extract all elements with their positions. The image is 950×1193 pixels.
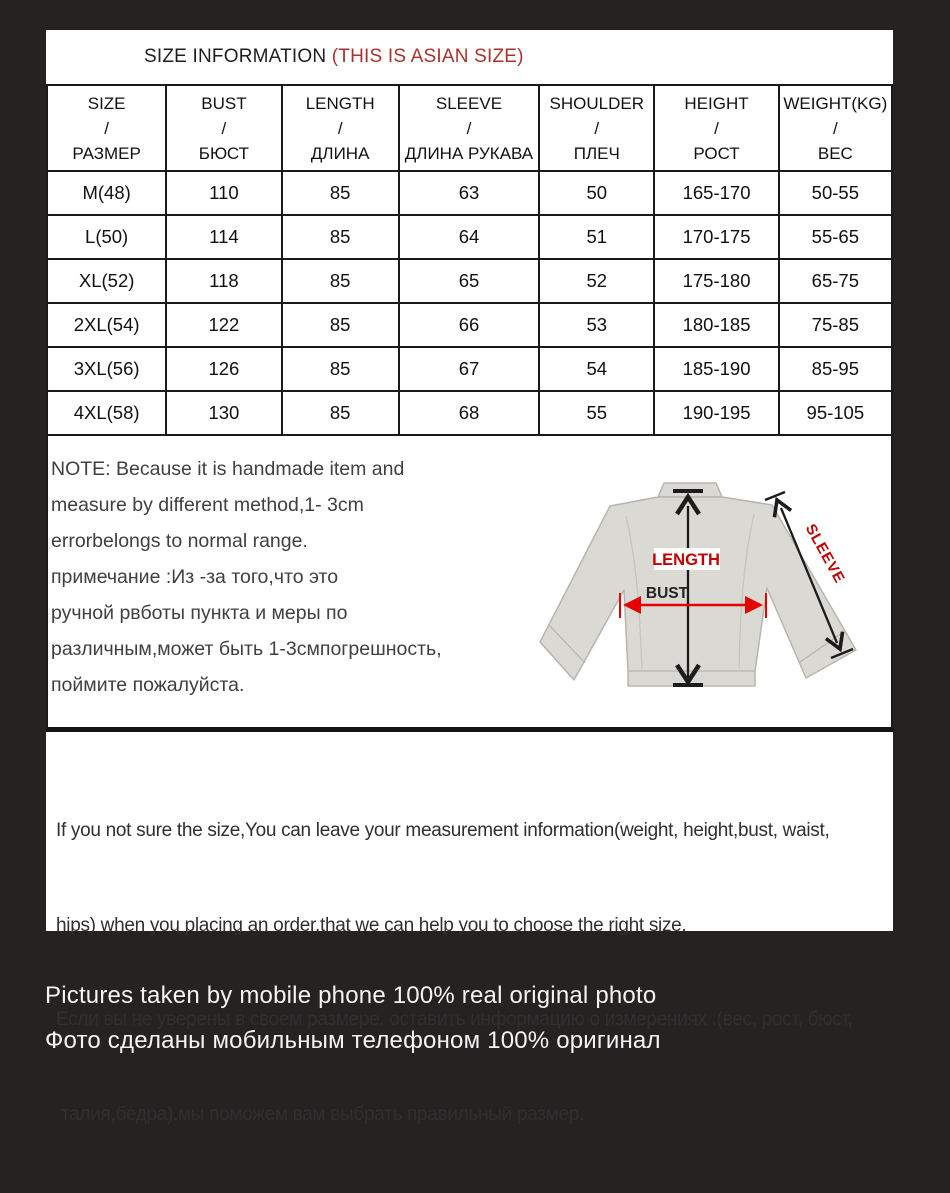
bust-cell: 126	[166, 347, 281, 391]
table-row	[47, 259, 892, 303]
sleeve-cell: 66	[399, 303, 539, 347]
sleeve-cell: 67	[399, 347, 539, 391]
note-line: ручной рвботы пункта и меры по	[51, 602, 348, 624]
weight-cell: 55-65	[779, 215, 892, 259]
table-row	[47, 391, 892, 435]
height-cell: 190-195	[654, 391, 778, 435]
footer-line-en: Pictures taken by mobile phone 100% real original photo	[45, 982, 657, 1009]
weight-cell: 95-105	[779, 391, 892, 435]
shoulder-cell: 55	[539, 391, 654, 435]
column-header-length: LENGTH / ДЛИНА	[282, 85, 399, 171]
size-cell: L(50)	[47, 215, 166, 259]
shoulder-cell: 52	[539, 259, 654, 303]
size-help-line: hips) when you placing an order,that we can help you to choose the right size.	[56, 914, 687, 936]
bust-cell: 122	[166, 303, 281, 347]
sleeve-cell: 68	[399, 391, 539, 435]
table-row	[47, 303, 892, 347]
sleeve-label: SLEEVE	[801, 521, 849, 587]
table-row	[47, 171, 892, 215]
column-header-sleeve: SLEEVE / ДЛИНА РУКАВА	[399, 85, 539, 171]
shoulder-cell: 51	[539, 215, 654, 259]
page-title	[46, 30, 893, 84]
size-help-line: Если вы не уверены в своем размере. оставить информацию о измерениях .(вес, рост, бюст,	[56, 1009, 853, 1030]
height-cell: 165-170	[654, 171, 778, 215]
size-table	[46, 84, 893, 436]
sleeve-cell: 65	[399, 259, 539, 303]
height-cell: 180-185	[654, 303, 778, 347]
size-cell: M(48)	[47, 171, 166, 215]
footer-note	[45, 973, 661, 1063]
bust-label: BUST	[645, 585, 689, 602]
note-line: NOTE: Because it is handmade item and	[51, 458, 405, 480]
height-cell: 175-180	[654, 259, 778, 303]
height-cell: 170-175	[654, 215, 778, 259]
column-header-weight: WEIGHT(KG) / ВЕС	[779, 85, 892, 171]
height-cell: 185-190	[654, 347, 778, 391]
weight-cell: 50-55	[779, 171, 892, 215]
column-header-shoulder: SHOULDER / ПЛЕЧ	[539, 85, 654, 171]
column-header-height: HEIGHT / РОСТ	[654, 85, 778, 171]
shoulder-cell: 54	[539, 347, 654, 391]
length-cell: 85	[282, 215, 399, 259]
length-cell: 85	[282, 259, 399, 303]
weight-cell: 75-85	[779, 303, 892, 347]
note-line: поймите пожалуйста.	[51, 674, 245, 696]
length-label: LENGTH	[652, 551, 720, 569]
note-line: errorbelongs to normal range.	[51, 530, 308, 552]
jacket-measurement-diagram	[534, 438, 890, 726]
length-cell: 85	[282, 171, 399, 215]
size-cell: XL(52)	[47, 259, 166, 303]
size-cell: 4XL(58)	[47, 391, 166, 435]
sleeve-cell: 63	[399, 171, 539, 215]
table-row	[47, 215, 892, 259]
weight-cell: 65-75	[779, 259, 892, 303]
table-row	[47, 347, 892, 391]
shoulder-cell: 53	[539, 303, 654, 347]
length-cell: 85	[282, 303, 399, 347]
shoulder-cell: 50	[539, 171, 654, 215]
size-cell: 3XL(56)	[47, 347, 166, 391]
bust-cell: 110	[166, 171, 281, 215]
note-line: различным,может быть 1-3смпогрешность,	[51, 638, 442, 660]
sleeve-cell: 64	[399, 215, 539, 259]
note-line: measure by different method,1- 3cm	[51, 494, 364, 516]
size-help-line: If you not sure the size,You can leave your measurement information(weight, height,bust, waist,	[56, 820, 830, 841]
size-help-line: талия,бедра).мы поможем вам выбрать правильный размер.	[56, 1103, 584, 1125]
size-cell: 2XL(54)	[47, 303, 166, 347]
note-text	[48, 436, 523, 727]
footer-line-ru: Фото сделаны мобильным телефоном 100% оригинал	[45, 1027, 661, 1054]
title-main: SIZE INFORMATION	[144, 46, 332, 67]
weight-cell: 85-95	[779, 347, 892, 391]
column-header-size: SIZE / РАЗМЕР	[47, 85, 166, 171]
bust-cell: 114	[166, 215, 281, 259]
header-row	[47, 85, 892, 171]
bust-cell: 130	[166, 391, 281, 435]
length-cell: 85	[282, 391, 399, 435]
length-cell: 85	[282, 347, 399, 391]
note-section	[46, 436, 893, 732]
title-accent: (THIS IS ASIAN SIZE)	[331, 46, 524, 67]
bust-cell: 118	[166, 259, 281, 303]
column-header-bust: BUST / БЮСТ	[166, 85, 281, 171]
note-line: примечание :Из -за того,что это	[51, 566, 339, 588]
